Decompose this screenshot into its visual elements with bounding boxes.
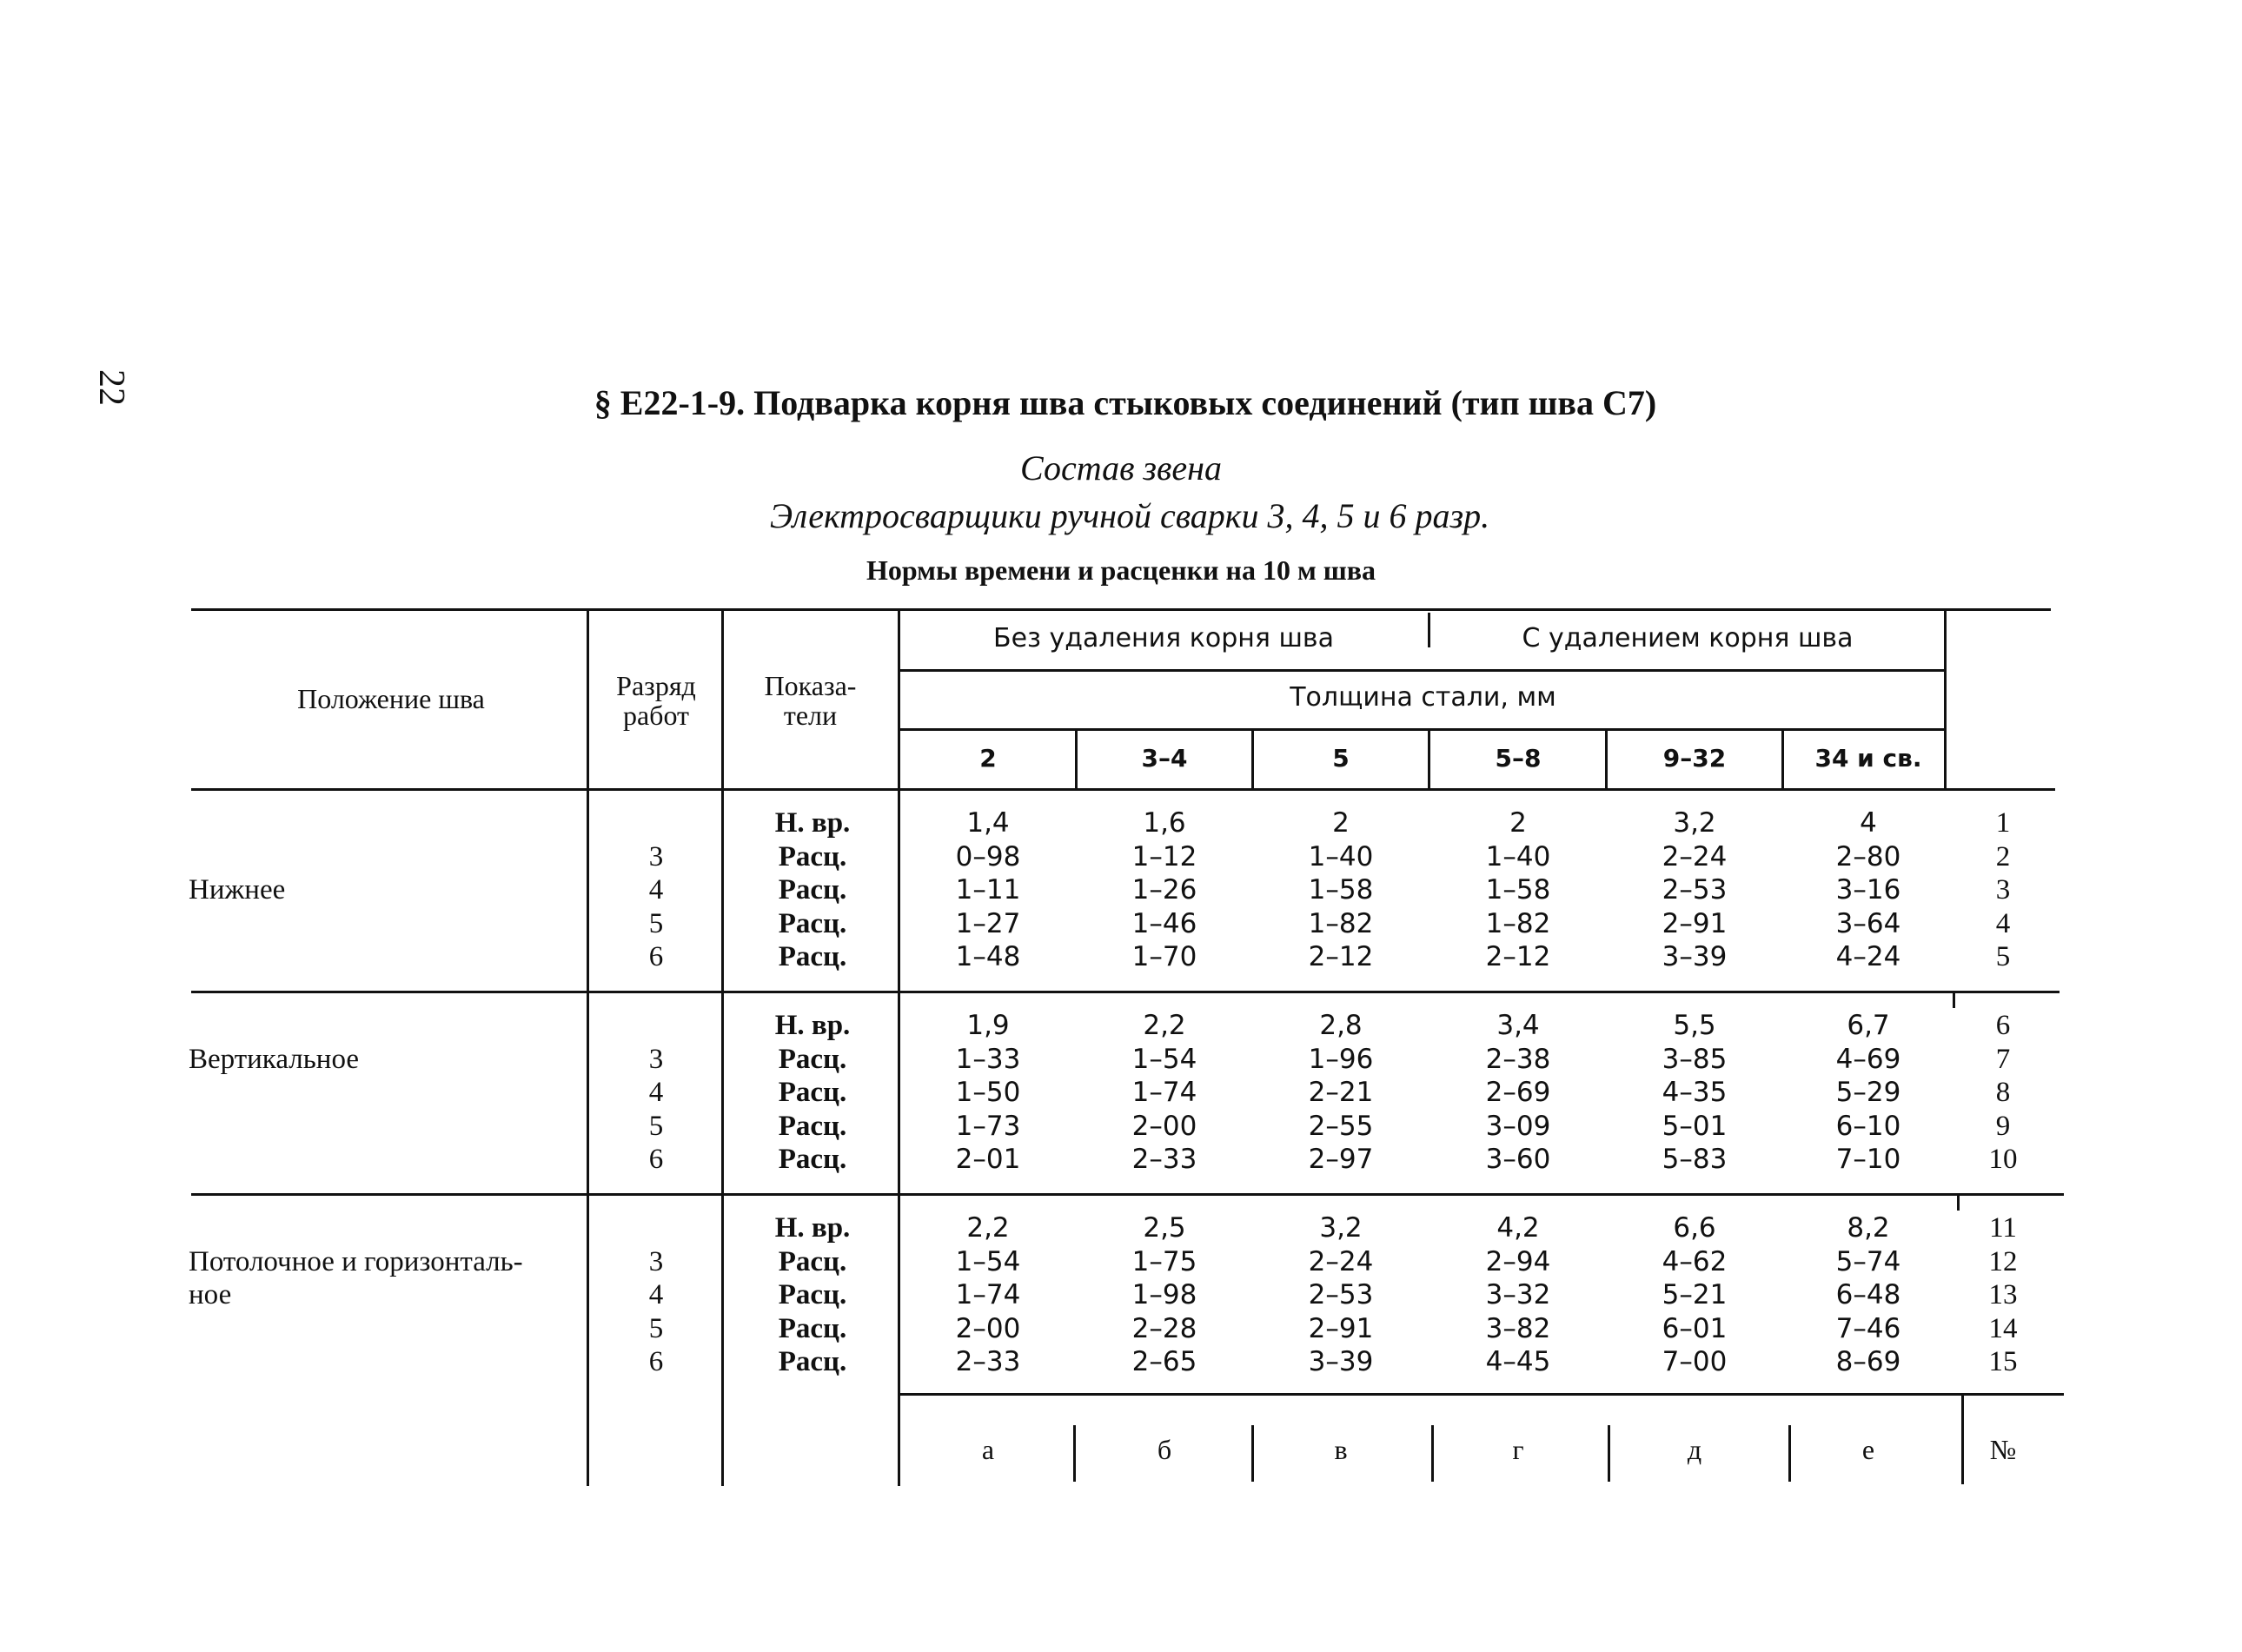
row-number: 8 xyxy=(1995,1077,2011,1108)
table-cell: 1–54 xyxy=(1131,1043,1197,1075)
table-cell: 3,2 xyxy=(1319,1212,1363,1244)
table-cell: 2,8 xyxy=(1319,1010,1363,1041)
column-letter: а xyxy=(981,1434,995,1465)
grade-value: 4 xyxy=(648,874,664,906)
table-cell: 1–40 xyxy=(1308,840,1374,872)
table-cell: 2–21 xyxy=(1308,1077,1374,1108)
table-cell: 1–73 xyxy=(955,1110,1021,1142)
row-number: 9 xyxy=(1995,1110,2011,1142)
table-cell: 1–58 xyxy=(1485,874,1551,906)
table-cell: 2,5 xyxy=(1143,1212,1186,1244)
table-cell: 6,6 xyxy=(1673,1212,1716,1244)
table-cell: 2,2 xyxy=(1143,1010,1186,1041)
table-cell: 1–50 xyxy=(955,1077,1021,1108)
indicator-label: Н. вр. xyxy=(774,1010,851,1041)
thickness-col-header: 5 xyxy=(1332,744,1350,773)
group-header-rule xyxy=(899,669,1947,672)
letter-rule-v xyxy=(1251,1425,1254,1482)
table-cell: 1–11 xyxy=(955,874,1021,906)
table-cell: 1–74 xyxy=(955,1279,1021,1310)
grade-value: 3 xyxy=(648,1245,664,1277)
table-cell: 2–97 xyxy=(1308,1144,1374,1175)
indicator-label: Расц. xyxy=(778,874,847,906)
table-cell: 2–00 xyxy=(1131,1110,1197,1142)
table-cell: 2–55 xyxy=(1308,1110,1374,1142)
header-position: Положение шва xyxy=(297,683,485,714)
table-cell: 3–60 xyxy=(1485,1144,1551,1175)
grade-value: 6 xyxy=(648,941,664,972)
table-cell: 8–69 xyxy=(1835,1346,1901,1377)
grade-value: 3 xyxy=(648,840,664,872)
row-number: 14 xyxy=(1988,1312,2018,1344)
letter-rule-e xyxy=(1788,1425,1791,1482)
table-cell: 1,4 xyxy=(966,807,1010,839)
table-cell: 8,2 xyxy=(1847,1212,1890,1244)
letter-rule-b xyxy=(1073,1425,1076,1482)
letters-rule xyxy=(899,1393,2064,1396)
table-cell: 2–01 xyxy=(955,1144,1021,1175)
row-number: 3 xyxy=(1995,874,2011,906)
grade-value: 5 xyxy=(648,907,664,939)
grade-value: 4 xyxy=(648,1279,664,1310)
section-rule-2 xyxy=(191,1193,2064,1196)
header-grade xyxy=(591,671,721,730)
table-cell: 6–01 xyxy=(1662,1312,1728,1344)
composition-text: Электросварщики ручной сварки 3, 4, 5 и 6 разр. xyxy=(769,496,1490,535)
table-cell: 2,2 xyxy=(966,1212,1010,1244)
table-cell: 2–33 xyxy=(1131,1144,1197,1175)
table-cell: 7–10 xyxy=(1835,1144,1901,1175)
table-cell: 5,5 xyxy=(1673,1010,1716,1041)
table-cell: 2–69 xyxy=(1485,1077,1551,1108)
table-cell: 1–12 xyxy=(1131,840,1197,872)
table-cell: 2–53 xyxy=(1662,874,1728,906)
table-cell: 1,6 xyxy=(1143,807,1186,839)
column-letter: г xyxy=(1512,1434,1524,1465)
table-cell: 5–21 xyxy=(1662,1279,1728,1310)
indicator-label: Н. вр. xyxy=(774,1212,851,1244)
row-number: 11 xyxy=(1989,1212,2017,1244)
column-letter: е xyxy=(1861,1434,1875,1465)
table-cell: 1–46 xyxy=(1131,907,1197,939)
table-cell: 3–39 xyxy=(1662,941,1728,972)
table-cell: 2–80 xyxy=(1835,840,1901,872)
table-caption: Нормы времени и расценки на 10 м шва xyxy=(866,554,1376,586)
indicator-label: Расц. xyxy=(778,1245,847,1277)
table-cell: 5–74 xyxy=(1835,1245,1901,1277)
column-letter: в xyxy=(1334,1434,1348,1465)
table-cell: 6–10 xyxy=(1835,1110,1901,1142)
page-number: 22 xyxy=(91,369,131,406)
table-cell: 2–12 xyxy=(1308,941,1374,972)
table-cell: 1–82 xyxy=(1485,907,1551,939)
table-cell: 2–24 xyxy=(1308,1245,1374,1277)
column-letter: д xyxy=(1687,1434,1702,1465)
table-cell: 2–00 xyxy=(955,1312,1021,1344)
table-cell: 2 xyxy=(1332,807,1350,839)
table-cell: 1–70 xyxy=(1131,941,1197,972)
row-number: 10 xyxy=(1988,1144,2018,1175)
table-cell: 3–09 xyxy=(1485,1110,1551,1142)
table-cell: 7–00 xyxy=(1662,1346,1728,1377)
section-title: § Е22-1-9. Подварка корня шва стыковых соединений (тип шва С7) xyxy=(594,383,1657,422)
thickness-col-header: 2 xyxy=(979,744,997,773)
table-cell: 2–12 xyxy=(1485,941,1551,972)
table-cell: 2–28 xyxy=(1131,1312,1197,1344)
row-number: 7 xyxy=(1995,1043,2011,1075)
table-cell: 4 xyxy=(1860,807,1877,839)
thickness-header-rule xyxy=(899,728,1947,731)
table-cell: 1–74 xyxy=(1131,1077,1197,1108)
col-rule-position xyxy=(587,608,589,1486)
section-rule-1 xyxy=(191,991,2060,993)
indicator-label: Расц. xyxy=(778,1144,847,1175)
thickness-col-header: 5–8 xyxy=(1495,744,1542,773)
indicator-label: Расц. xyxy=(778,840,847,872)
table-cell: 5–29 xyxy=(1835,1077,1901,1108)
table-cell: 1–54 xyxy=(955,1245,1021,1277)
table-cell: 2–65 xyxy=(1131,1346,1197,1377)
indicator-label: Расц. xyxy=(778,1077,847,1108)
table-cell: 2–24 xyxy=(1662,840,1728,872)
table-cell: 4,2 xyxy=(1496,1212,1540,1244)
column-letter: № xyxy=(1989,1434,2017,1465)
row-number: 13 xyxy=(1988,1279,2018,1310)
table-cell: 5–01 xyxy=(1662,1110,1728,1142)
thickness-col-header: 9–32 xyxy=(1662,744,1727,773)
position-label: Вертикальное xyxy=(189,1043,360,1075)
letter-rule-d xyxy=(1608,1425,1610,1482)
header-indicators-text: Показа-тели xyxy=(764,670,857,731)
table-cell: 1–27 xyxy=(955,907,1021,939)
header-thickness: Толщина стали, мм xyxy=(1290,682,1556,713)
table-cell: 2–38 xyxy=(1485,1043,1551,1075)
table-cell: 4–35 xyxy=(1662,1077,1728,1108)
row-number: 12 xyxy=(1988,1245,2018,1277)
col-rule-num-2 xyxy=(1957,1193,1960,1211)
table-cell: 1–98 xyxy=(1131,1279,1197,1310)
row-number: 6 xyxy=(1995,1010,2011,1041)
table-cell: 3–39 xyxy=(1308,1346,1374,1377)
table-cell: 2–53 xyxy=(1308,1279,1374,1310)
grade-value: 3 xyxy=(648,1043,664,1075)
table-cell: 5–83 xyxy=(1662,1144,1728,1175)
col-rule-grade xyxy=(721,608,724,1486)
table-cell: 3–82 xyxy=(1485,1312,1551,1344)
table-cell: 3,2 xyxy=(1673,807,1716,839)
table-cell: 2–33 xyxy=(955,1346,1021,1377)
thickness-col-header: 34 и св. xyxy=(1814,744,1922,773)
grade-value: 5 xyxy=(648,1110,664,1142)
header-indicators xyxy=(726,671,895,730)
table-cell: 1–33 xyxy=(955,1043,1021,1075)
table-cell: 2 xyxy=(1509,807,1527,839)
table-cell: 3–16 xyxy=(1835,874,1901,906)
table-cell: 3–64 xyxy=(1835,907,1901,939)
indicator-label: Н. вр. xyxy=(774,807,851,839)
table-top-rule xyxy=(191,608,2051,611)
indicator-label: Расц. xyxy=(778,1110,847,1142)
row-number: 1 xyxy=(1995,807,2011,839)
grade-value: 6 xyxy=(648,1144,664,1175)
header-with-removal: С удалением корня шва xyxy=(1522,623,1854,654)
col-rule-num xyxy=(1953,991,1955,1008)
table-cell: 4–45 xyxy=(1485,1346,1551,1377)
table-cell: 4–69 xyxy=(1835,1043,1901,1075)
table-cell: 3,4 xyxy=(1496,1010,1540,1041)
table-cell: 2–91 xyxy=(1662,907,1728,939)
indicator-label: Расц. xyxy=(778,1346,847,1377)
letter-rule-g xyxy=(1431,1425,1434,1482)
indicator-label: Расц. xyxy=(778,907,847,939)
table-cell: 1–58 xyxy=(1308,874,1374,906)
indicator-label: Расц. xyxy=(778,941,847,972)
indicator-label: Расц. xyxy=(778,1043,847,1075)
grade-value: 5 xyxy=(648,1312,664,1344)
table-cell: 2–94 xyxy=(1485,1245,1551,1277)
table-cell: 1–82 xyxy=(1308,907,1374,939)
row-number: 2 xyxy=(1995,840,2011,872)
table-cell: 1–75 xyxy=(1131,1245,1197,1277)
table-cell: 1–96 xyxy=(1308,1043,1374,1075)
table-cell: 4–62 xyxy=(1662,1245,1728,1277)
header-bottom-rule xyxy=(191,788,2055,791)
col-rule-th-4 xyxy=(1428,730,1430,791)
table-cell: 1,9 xyxy=(966,1010,1010,1041)
table-cell: 7–46 xyxy=(1835,1312,1901,1344)
header-without-removal: Без удаления корня шва xyxy=(993,623,1334,654)
composition-heading: Состав звена xyxy=(1019,448,1222,488)
table-cell: 3–85 xyxy=(1662,1043,1728,1075)
position-label-cont: ное xyxy=(189,1279,232,1310)
thickness-col-header: 3–4 xyxy=(1141,744,1188,773)
table-cell: 1–40 xyxy=(1485,840,1551,872)
row-number: 4 xyxy=(1995,907,2011,939)
row-number: 5 xyxy=(1995,941,2011,972)
table-cell: 6–48 xyxy=(1835,1279,1901,1310)
position-label: Нижнее xyxy=(189,874,286,906)
grade-value: 6 xyxy=(648,1346,664,1377)
table-cell: 1–48 xyxy=(955,941,1021,972)
column-letter: б xyxy=(1157,1434,1172,1465)
header-grade-text: Разряд работ xyxy=(616,670,696,731)
grade-value: 4 xyxy=(648,1077,664,1108)
indicator-label: Расц. xyxy=(778,1312,847,1344)
position-label: Потолочное и горизонталь- xyxy=(189,1245,523,1277)
table-cell: 3–32 xyxy=(1485,1279,1551,1310)
indicator-label: Расц. xyxy=(778,1279,847,1310)
table-cell: 2–91 xyxy=(1308,1312,1374,1344)
row-number: 15 xyxy=(1988,1346,2018,1377)
table-cell: 4–24 xyxy=(1835,941,1901,972)
table-cell: 1–26 xyxy=(1131,874,1197,906)
table-cell: 6,7 xyxy=(1847,1010,1890,1041)
table-cell: 0–98 xyxy=(955,840,1021,872)
